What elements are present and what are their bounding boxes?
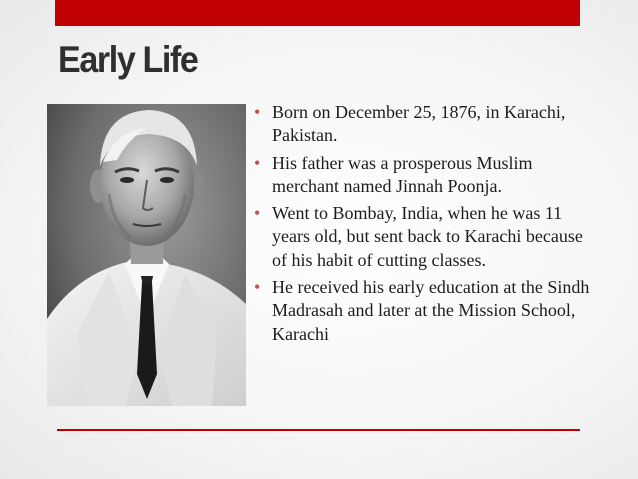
bullet-list xyxy=(254,101,599,350)
bullet-item xyxy=(254,101,599,148)
bullet-item xyxy=(254,152,599,199)
bullet-text: Born on December 25, 1876, in Karachi, Pakistan. xyxy=(272,102,566,146)
portrait-icon xyxy=(47,104,246,406)
bullet-item xyxy=(254,202,599,272)
bullet-marker: • xyxy=(254,277,261,298)
portrait-photo xyxy=(47,104,246,406)
bullet-text: His father was a prosperous Muslim merchant named Jinnah Poonja. xyxy=(272,152,533,196)
slide-title: Early Life xyxy=(58,39,198,80)
bullet-marker: • xyxy=(254,203,261,224)
bullet-marker: • xyxy=(254,152,261,173)
bullet-text: Went to Bombay, India, when he was 11 years old, but sent back to Karachi because of his habit of cutting classes. xyxy=(272,203,583,270)
bullet-text: He received his early education at the Sindh Madrasah and later at the Mission School, Karachi xyxy=(272,277,590,344)
bullet-marker: • xyxy=(254,102,261,122)
top-accent-bar xyxy=(55,0,580,26)
bottom-divider xyxy=(57,429,580,431)
bullet-item xyxy=(254,276,599,346)
